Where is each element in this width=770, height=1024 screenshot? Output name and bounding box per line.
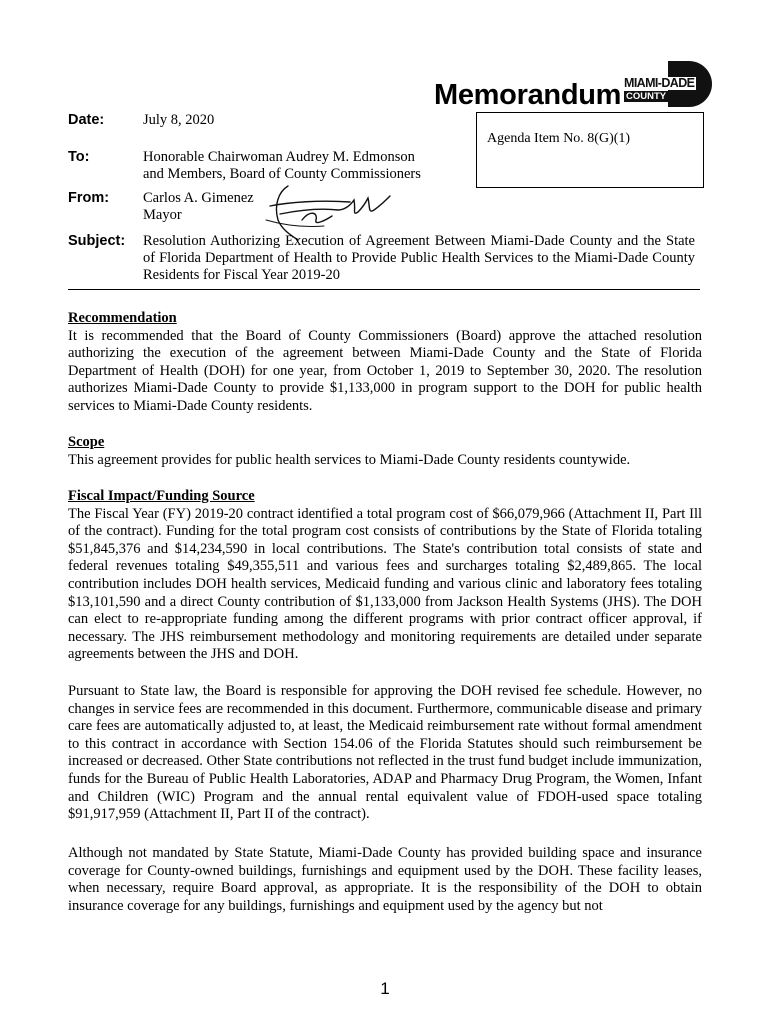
to-label: To: xyxy=(68,149,90,165)
agenda-item-text: Agenda Item No. 8(G)(1) xyxy=(487,131,631,146)
pursuant-paragraph-section xyxy=(68,683,702,824)
recommendation-section xyxy=(68,310,702,416)
date-value: July 8, 2020 xyxy=(143,112,215,128)
miami-dade-county-logo xyxy=(624,61,714,107)
from-line-1: Carlos A. Gimenez xyxy=(143,190,254,206)
header-divider xyxy=(68,289,700,290)
from-line-2: Mayor xyxy=(143,207,182,223)
date-label: Date: xyxy=(68,112,105,128)
although-paragraph-section xyxy=(68,845,702,915)
scope-section xyxy=(68,434,702,469)
memorandum-title: Memorandum xyxy=(434,79,622,111)
recommendation-text: It is recommended that the Board of County Commissioners (Board) approve the attached resolution authorizing the execution of the agreement between Miami-Dade County and the State of Florida Department of Health (DOH) for one year, from October 1, 2019 to September 30, 2020. The resolution authorizes Miami-Dade County to provide $1,133,000 in program support to the DOH for public health services to Miami-Dade County residents. xyxy=(68,327,702,414)
subject-text: Resolution Authorizing Execution of Agreement Between Miami-Dade County and the State of Florida Department of Health to Provide Public Health Services to the Miami-Dade County Residents for Fiscal Year 2019-20 xyxy=(143,233,695,283)
fiscal-impact-section xyxy=(68,488,702,664)
pursuant-paragraph: Pursuant to State law, the Board is responsible for approving the DOH revised fee schedule. However, no changes in service fees are recommended in this document. Furthermore, communicable disease and primary care fees are automatically adjusted to, at least, the Medicaid reimbursement rate without formal amendment to this contract in accordance with Section 154.06 of the Florida Statutes should such reimbursement be increased or decreased. Other State contributions not reflected in the trust fund budget include immunization, funds for the Bureau of Public Health Laboratories, ADAP and Pharmacy Drug Program, the Women, Infant and Children (WIC) Program and the annual rental equivalent value of FDOH-used space totaling $91,917,959 (Attachment II, Part II of the contract). xyxy=(68,683,702,823)
subject-label: Subject: xyxy=(68,233,126,249)
scope-heading: Scope xyxy=(68,434,105,450)
scope-text: This agreement provides for public health services to Miami-Dade County residents countywide. xyxy=(68,451,631,468)
page-number: 1 xyxy=(380,979,390,998)
logo-text-line2: COUNTY xyxy=(624,91,669,102)
fiscal-impact-text: The Fiscal Year (FY) 2019-20 contract identified a total program cost of $66,079,966 (Attachment II, Part Ill of the contract). Funding for the total program cost consists of contributions by the State of Florida totaling $51,845,376 and $14,234,590 in local contributions. The State's contribution total consists of state and federal revenues totaling $49,355,511 and various fees and surcharges totaling $2,489,865. The local contribution includes DOH health services, Medicaid funding and various clinic and laboratory fees totaling $13,101,590 and a direct County contribution of $1,133,000 from Jackson Health Systems (JHS). The DOH can elect to re-appropriate funding among the different programs with prior contract officer approval, if necessary. The JHS reimbursement methodology and monitoring requirements are detailed under separate agreements between the JHS and DOH. xyxy=(68,505,702,663)
recommendation-heading: Recommendation xyxy=(68,310,177,326)
logo-text-line1: MIAMI-DADE xyxy=(624,76,695,90)
from-label: From: xyxy=(68,190,110,206)
fiscal-impact-heading: Fiscal Impact/Funding Source xyxy=(68,488,255,504)
to-line-1: Honorable Chairwoman Audrey M. Edmonson xyxy=(143,149,415,165)
to-line-2: and Members, Board of County Commissioners xyxy=(143,166,421,182)
agenda-item-box xyxy=(476,112,704,188)
although-paragraph: Although not mandated by State Statute, Miami-Dade County has provided building space and insurance coverage for County-owned buildings, furnishings and equipment used by the DOH. These facility leases, when necessary, require Board approval, as appropriate. It is the responsibility of the DOH to obtain insurance coverage for any buildings, furnishings and equipment used by the agency but not xyxy=(68,845,702,914)
